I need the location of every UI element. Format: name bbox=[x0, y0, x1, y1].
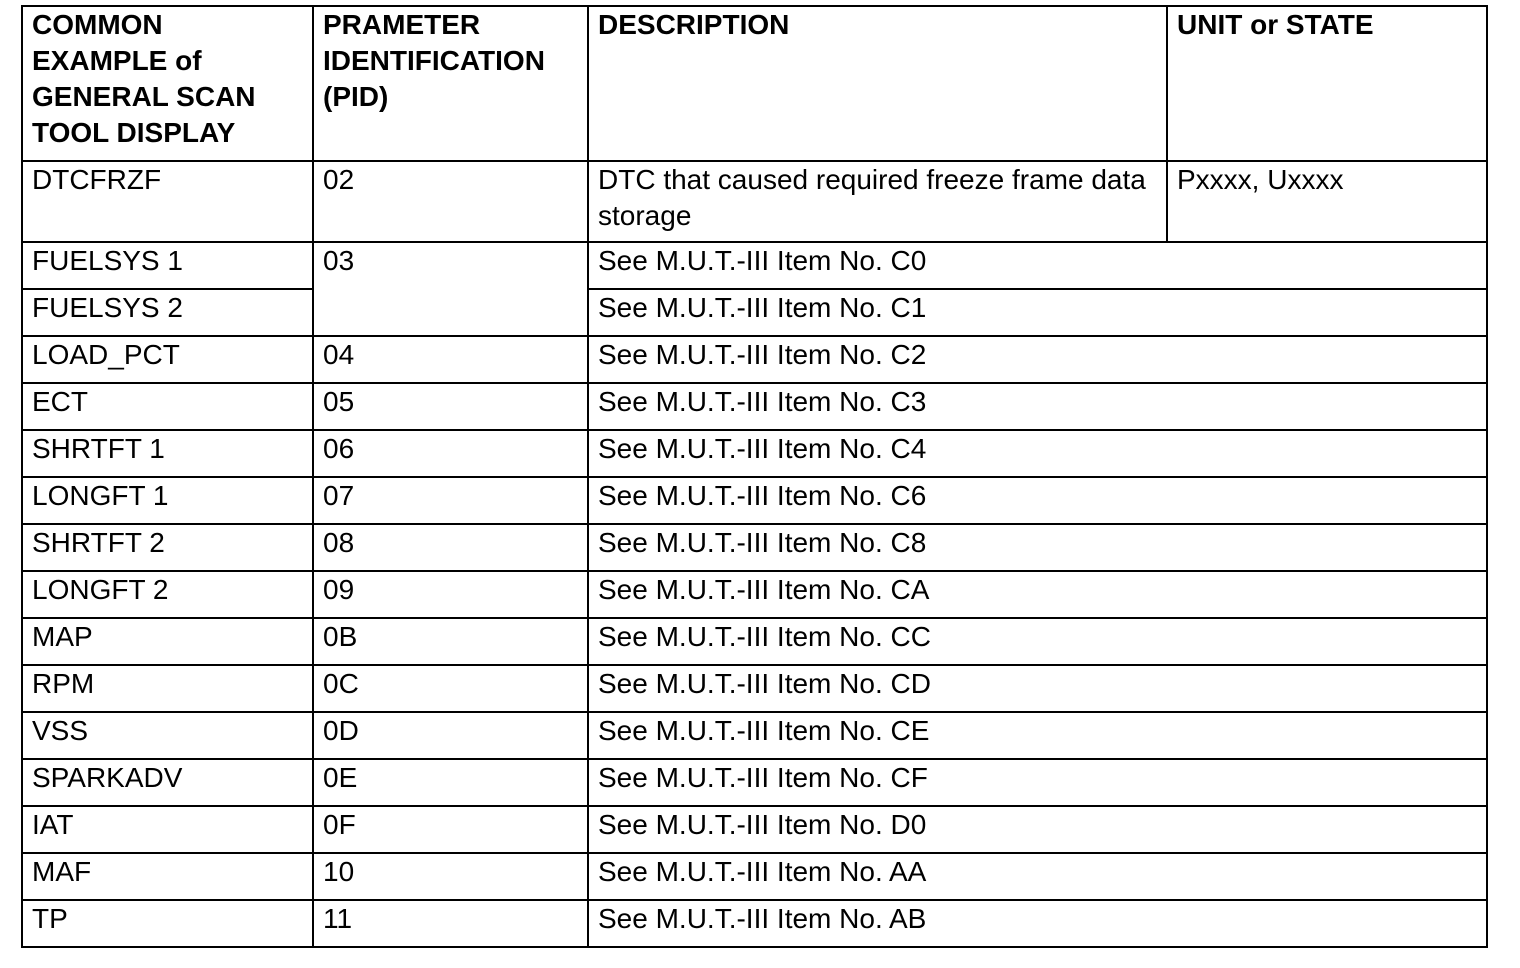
table-row bbox=[22, 759, 1487, 806]
cell-display: LOAD_PCT bbox=[22, 336, 313, 383]
cell-description: See M.U.T.-III Item No. C6 bbox=[588, 477, 1487, 524]
cell-display: LONGFT 2 bbox=[22, 571, 313, 618]
table-row bbox=[22, 336, 1487, 383]
header-unit bbox=[1167, 6, 1487, 161]
table-row bbox=[22, 806, 1487, 853]
cell-pid: 10 bbox=[313, 853, 588, 900]
cell-description: See M.U.T.-III Item No. AA bbox=[588, 853, 1487, 900]
cell-description: See M.U.T.-III Item No. C0 bbox=[588, 242, 1487, 289]
cell-display: SHRTFT 2 bbox=[22, 524, 313, 571]
cell-pid: 07 bbox=[313, 477, 588, 524]
cell-pid: 0F bbox=[313, 806, 588, 853]
cell-description: See M.U.T.-III Item No. CD bbox=[588, 665, 1487, 712]
header-pid-label: PRAMETER IDENTIFICATION (PID) bbox=[323, 9, 545, 112]
header-display bbox=[22, 6, 313, 161]
header-unit-label: UNIT or STATE bbox=[1177, 9, 1374, 40]
cell-description: See M.U.T.-III Item No. C4 bbox=[588, 430, 1487, 477]
cell-pid: 09 bbox=[313, 571, 588, 618]
cell-display: RPM bbox=[22, 665, 313, 712]
cell-display: IAT bbox=[22, 806, 313, 853]
table-row bbox=[22, 289, 1487, 336]
cell-pid: 0D bbox=[313, 712, 588, 759]
cell-pid: 08 bbox=[313, 524, 588, 571]
cell-description: See M.U.T.-III Item No. D0 bbox=[588, 806, 1487, 853]
cell-display: FUELSYS 1 bbox=[22, 242, 313, 289]
cell-unit: Pxxxx, Uxxxx bbox=[1167, 161, 1487, 242]
cell-display: DTCFRZF bbox=[22, 161, 313, 242]
cell-description: DTC that caused required freeze frame data storage bbox=[588, 161, 1167, 242]
header-pid bbox=[313, 6, 588, 161]
table-row bbox=[22, 383, 1487, 430]
cell-display: FUELSYS 2 bbox=[22, 289, 313, 336]
cell-description: See M.U.T.-III Item No. CA bbox=[588, 571, 1487, 618]
cell-pid: 03 bbox=[313, 242, 588, 336]
table-row bbox=[22, 618, 1487, 665]
table-header-row bbox=[22, 6, 1487, 161]
cell-display: MAP bbox=[22, 618, 313, 665]
cell-display: SPARKADV bbox=[22, 759, 313, 806]
cell-description: See M.U.T.-III Item No. C2 bbox=[588, 336, 1487, 383]
cell-description: See M.U.T.-III Item No. C1 bbox=[588, 289, 1487, 336]
cell-pid: 0E bbox=[313, 759, 588, 806]
table-row bbox=[22, 571, 1487, 618]
cell-description: See M.U.T.-III Item No. C3 bbox=[588, 383, 1487, 430]
table-row bbox=[22, 430, 1487, 477]
cell-pid: 0B bbox=[313, 618, 588, 665]
cell-display: ECT bbox=[22, 383, 313, 430]
cell-display: VSS bbox=[22, 712, 313, 759]
table-row bbox=[22, 524, 1487, 571]
cell-pid: 06 bbox=[313, 430, 588, 477]
pid-table bbox=[21, 5, 1488, 948]
table-row bbox=[22, 665, 1487, 712]
header-description-label: DESCRIPTION bbox=[598, 9, 790, 40]
cell-display: TP bbox=[22, 900, 313, 947]
cell-description: See M.U.T.-III Item No. C8 bbox=[588, 524, 1487, 571]
cell-description: See M.U.T.-III Item No. AB bbox=[588, 900, 1487, 947]
table-row bbox=[22, 712, 1487, 759]
cell-description: See M.U.T.-III Item No. CC bbox=[588, 618, 1487, 665]
cell-display: LONGFT 1 bbox=[22, 477, 313, 524]
cell-description: See M.U.T.-III Item No. CF bbox=[588, 759, 1487, 806]
table-row bbox=[22, 161, 1487, 242]
cell-display: MAF bbox=[22, 853, 313, 900]
header-description bbox=[588, 6, 1167, 161]
cell-display: SHRTFT 1 bbox=[22, 430, 313, 477]
cell-pid: 11 bbox=[313, 900, 588, 947]
cell-description: See M.U.T.-III Item No. CE bbox=[588, 712, 1487, 759]
table-row bbox=[22, 477, 1487, 524]
header-display-label: COMMON EXAMPLE of GENERAL SCAN TOOL DISPLAY bbox=[32, 9, 256, 148]
cell-pid: 0C bbox=[313, 665, 588, 712]
cell-pid: 02 bbox=[313, 161, 588, 242]
cell-pid: 05 bbox=[313, 383, 588, 430]
cell-pid: 04 bbox=[313, 336, 588, 383]
table-row bbox=[22, 900, 1487, 947]
table-row bbox=[22, 853, 1487, 900]
table-row bbox=[22, 242, 1487, 289]
